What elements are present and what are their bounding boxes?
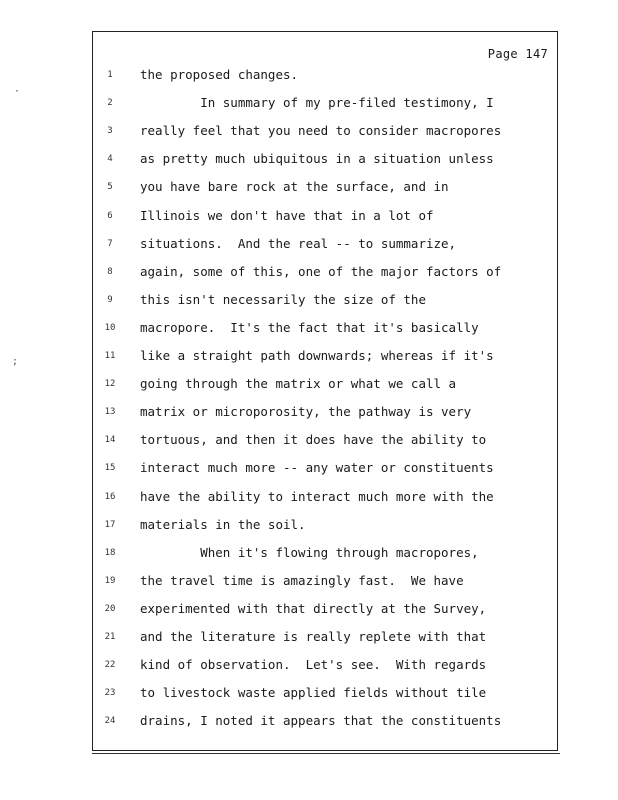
transcript-line — [0, 235, 618, 255]
line-number: 12 — [104, 379, 116, 390]
line-number: 17 — [104, 519, 116, 530]
transcript-line — [0, 516, 618, 536]
transcript-line — [0, 375, 618, 395]
line-number: 19 — [104, 575, 116, 586]
line-number: 10 — [104, 322, 116, 333]
transcript-line — [0, 150, 618, 170]
transcript-line — [0, 403, 618, 423]
transcript-line — [0, 544, 618, 564]
line-number: 16 — [104, 491, 116, 502]
line-text: and the literature is really replete with that — [140, 629, 487, 644]
line-text: really feel that you need to consider macropores — [140, 123, 502, 139]
line-number: 3 — [107, 126, 113, 137]
line-text: matrix or microporosity, the pathway is very — [140, 404, 472, 420]
line-text: tortuous, and then it does have the ability to — [140, 432, 487, 448]
transcript-line — [0, 488, 618, 508]
line-text: When it's flowing through macropores, — [140, 544, 479, 560]
line-text: to livestock waste applied fields without tile — [140, 685, 487, 701]
line-number: 22 — [104, 660, 116, 671]
transcript-line — [0, 291, 618, 311]
line-number: 2 — [107, 98, 113, 109]
line-number: 11 — [104, 351, 116, 361]
line-number: 4 — [107, 154, 113, 165]
transcript-line — [0, 347, 618, 367]
line-text: again, some of this, one of the major factors of — [140, 263, 502, 279]
line-number: 14 — [104, 435, 116, 446]
line-number: 20 — [104, 603, 116, 614]
line-text: the proposed changes. — [140, 67, 299, 82]
line-text: macropore. It's the fact that it's basically — [140, 319, 479, 335]
line-number: 24 — [104, 716, 116, 727]
line-text: experimented with that directly at the Survey, — [140, 600, 487, 616]
transcript-line — [0, 263, 618, 283]
line-text: situations. And the real -- to summarize, — [140, 235, 457, 251]
line-text: materials in the soil. — [140, 516, 306, 532]
line-number: 7 — [107, 238, 113, 249]
transcript-line — [0, 572, 618, 592]
transcript-line — [0, 94, 618, 114]
line-number: 23 — [104, 688, 116, 699]
transcript-line — [0, 431, 618, 451]
line-text: this isn't necessarily the size of the — [140, 291, 426, 307]
line-number: 5 — [107, 182, 113, 193]
transcript-line — [0, 712, 618, 732]
margin-tick: ; — [12, 356, 19, 367]
line-number: 18 — [104, 547, 116, 558]
transcript-line — [0, 178, 618, 198]
line-text: Illinois we don't have that in a lot of — [140, 207, 434, 223]
transcript-line — [0, 66, 618, 86]
transcript-line — [0, 656, 618, 676]
line-number: 8 — [107, 266, 113, 277]
line-text: interact much more -- any water or constituents — [140, 460, 494, 476]
line-number: 1 — [107, 70, 113, 80]
line-text: like a straight path downwards; whereas if it's — [140, 348, 494, 363]
line-text: In summary of my pre-filed testimony, I — [140, 95, 494, 111]
transcript-line — [0, 122, 618, 142]
line-number: 21 — [104, 632, 116, 642]
page-number: Page 147 — [487, 47, 548, 61]
transcript-line — [0, 459, 618, 479]
transcript-line — [0, 207, 618, 227]
transcript-line — [0, 628, 618, 648]
line-text: have the ability to interact much more with the — [140, 488, 494, 504]
line-number: 13 — [104, 407, 116, 418]
bottom-rule — [92, 753, 560, 754]
line-text: as pretty much ubiquitous in a situation unless — [140, 151, 494, 167]
transcript-line — [0, 319, 618, 339]
line-text: you have bare rock at the surface, and in — [140, 179, 449, 195]
line-text: the travel time is amazingly fast. We have — [140, 572, 464, 588]
transcript-line — [0, 684, 618, 704]
margin-tick: · — [14, 86, 21, 97]
transcript-line — [0, 600, 618, 620]
line-text: drains, I noted it appears that the constituents — [140, 713, 502, 729]
line-number: 15 — [104, 463, 116, 474]
line-text: going through the matrix or what we call a — [140, 376, 457, 392]
line-number: 9 — [107, 294, 113, 305]
line-text: kind of observation. Let's see. With regards — [140, 657, 487, 673]
line-number: 6 — [107, 210, 113, 221]
